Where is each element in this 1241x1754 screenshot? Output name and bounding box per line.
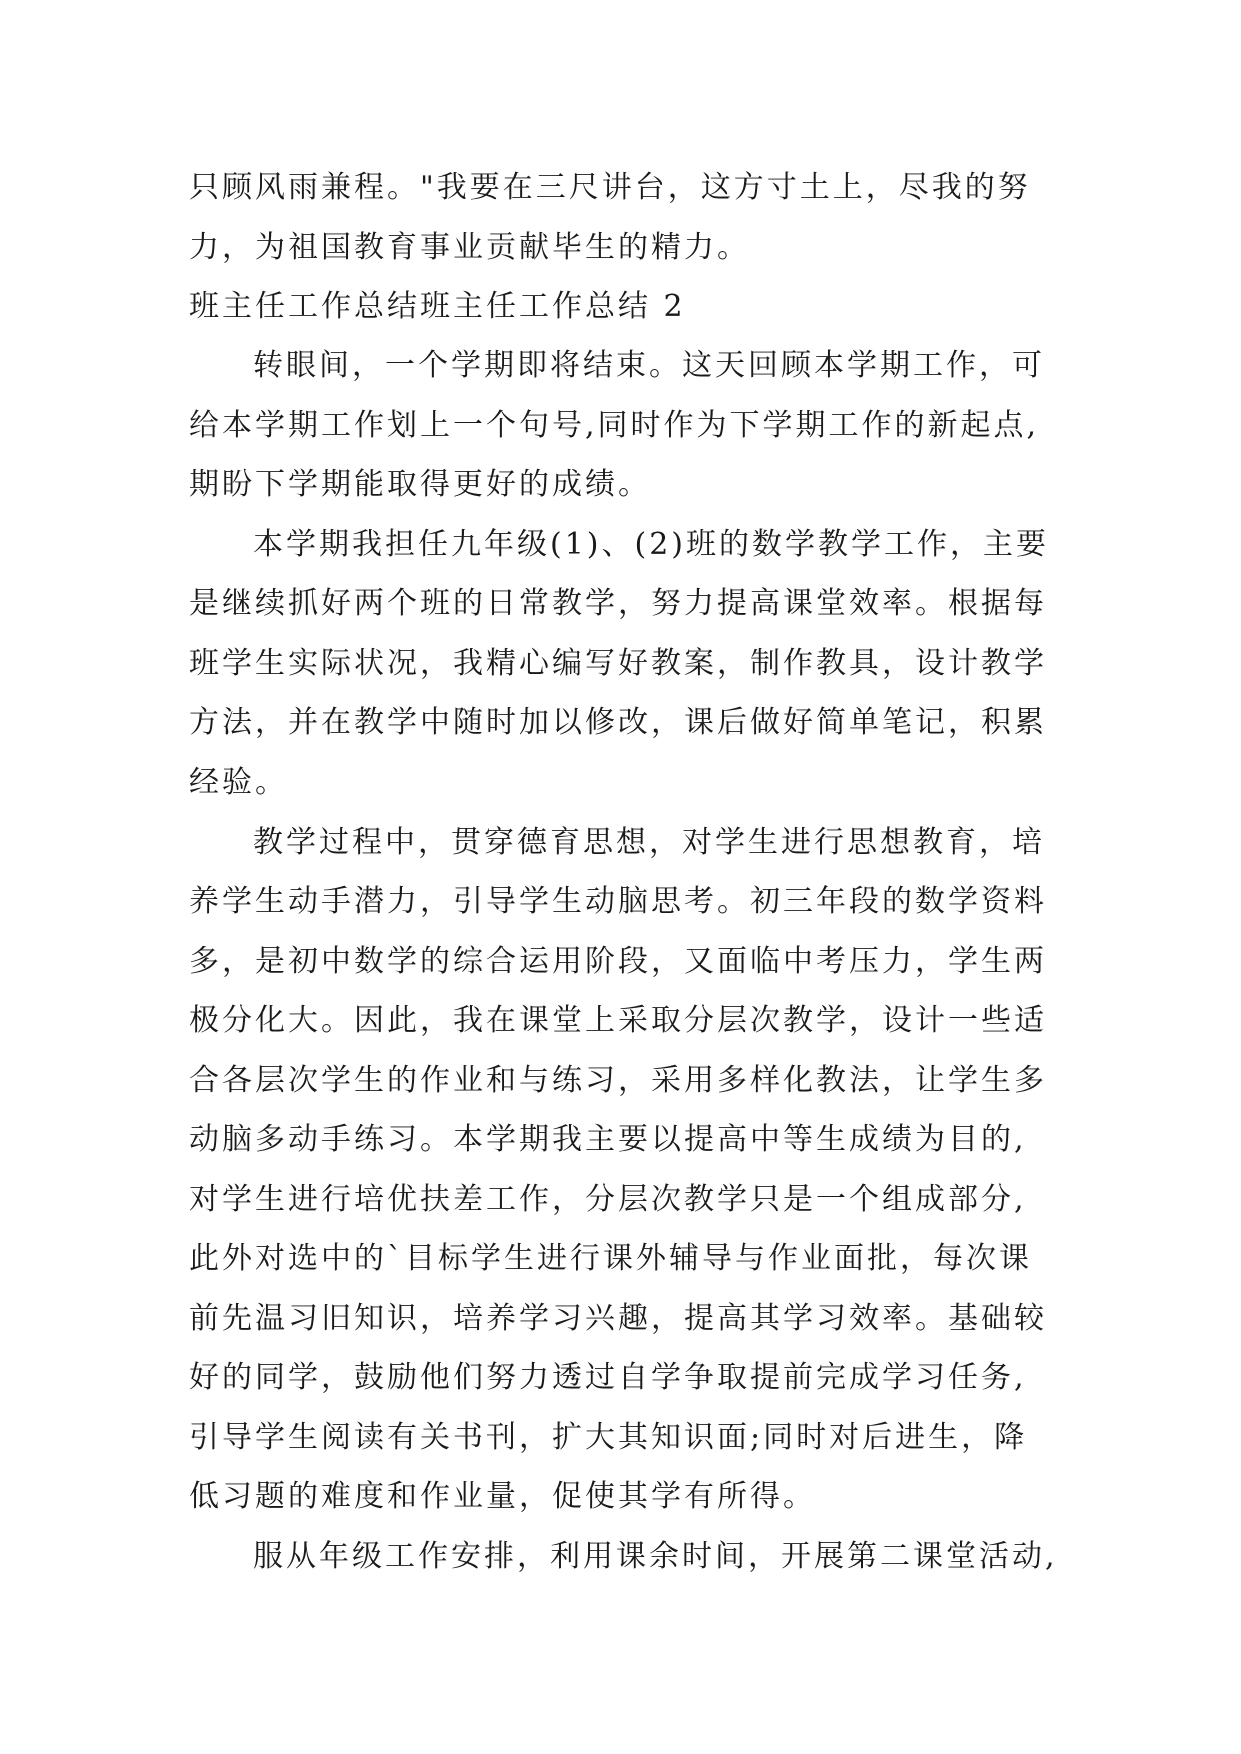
text-line: 引导学生阅读有关书刊，扩大其知识面;同时对后进生，降 xyxy=(189,1420,1028,1455)
text-line: 服从年级工作安排，利用课余时间，开展第二课堂活动, xyxy=(253,1539,1058,1574)
text-line: 只顾风雨兼程。"我要在三尺讲台，这方寸土上，尽我的努 xyxy=(189,170,1031,205)
text-line: 经验。 xyxy=(189,765,288,800)
text-line: 力，为祖国教育事业贡献毕生的精力。 xyxy=(189,230,750,265)
text-line: 转眼间，一个学期即将结束。这天回顾本学期工作，可 xyxy=(253,348,1045,383)
text-line: 期盼下学期能取得更好的成绩。 xyxy=(189,467,651,502)
text-line: 是继续抓好两个班的日常教学，努力提高课堂效率。根据每 xyxy=(189,586,1047,621)
text-line: 教学过程中，贯穿德育思想，对学生进行思想教育，培 xyxy=(253,825,1045,860)
text-line: 此外对选中的`目标学生进行课外辅导与作业面批，每次课 xyxy=(189,1241,1032,1276)
text-line: 合各层次学生的作业和与练习，采用多样化教法，让学生多 xyxy=(189,1063,1047,1098)
text-line: 低习题的难度和作业量，促使其学有所得。 xyxy=(189,1479,816,1514)
text-line: 班学生实际状况，我精心编写好教案，制作教具，设计教学 xyxy=(189,646,1047,681)
text-line: 本学期我担任九年级(1)、(2)班的数学教学工作，主要 xyxy=(253,527,1049,562)
section-heading: 班主任工作总结班主任工作总结 2 xyxy=(189,289,686,324)
text-line: 养学生动手潜力，引导学生动脑思考。初三年段的数学资料 xyxy=(189,884,1047,919)
text-line: 方法，并在教学中随时加以修改，课后做好简单笔记，积累 xyxy=(189,705,1047,740)
text-line: 动脑多动手练习。本学期我主要以提高中等生成绩为目的, xyxy=(189,1122,1027,1157)
text-line: 好的同学，鼓励他们努力透过自学争取提前完成学习任务, xyxy=(189,1360,1027,1395)
text-line: 给本学期工作划上一个句号,同时作为下学期工作的新起点, xyxy=(189,408,1040,443)
text-line: 极分化大。因此，我在课堂上采取分层次教学，设计一些适 xyxy=(189,1003,1047,1038)
text-line: 多，是初中数学的综合运用阶段，又面临中考压力，学生两 xyxy=(189,944,1047,979)
text-line: 前先温习旧知识，培养学习兴趣，提高其学习效率。基础较 xyxy=(189,1301,1047,1336)
text-line: 对学生进行培优扶差工作，分层次教学只是一个组成部分, xyxy=(189,1182,1027,1217)
